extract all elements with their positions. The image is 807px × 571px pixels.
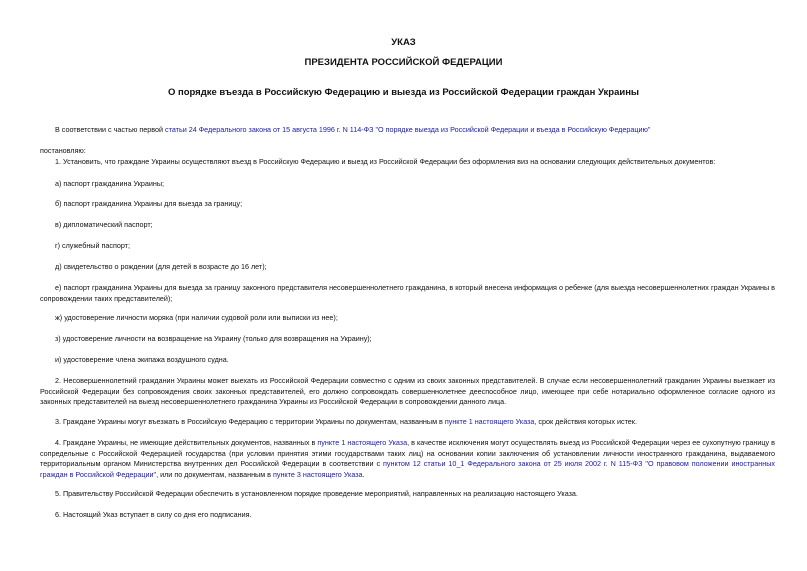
- document-heading: О порядке въезда в Российскую Федерацию и выезда из Российской Федерации граждан Украины: [167, 87, 640, 98]
- paragraph-3: [55, 417, 775, 428]
- paragraph-1: 1. Установить, что граждане Украины осуществляют въезд в Российскую Федерацию и выезд из Российской Федерации без оформления виз на основании следующих действительных документов:: [55, 157, 716, 166]
- point-1-link-2[interactable]: пункте 1 настоящего Указа: [317, 438, 408, 447]
- paragraph-4-text: 4. Граждане Украины, не имеющие действительных документов, названных в: [55, 438, 318, 447]
- paragraph-4-text-mid: , в качестве исключения могут осуществлять выезд из Российской Федерации через ее сухопутную границу в сопредельные с Российской Федерацией государства (при условии принятия этими государствами таких лиц) на основании копии заключения об установлении личности иностранного гражданина, выдаваемого территориальным органом Министерства внутренних дел Российской Федерации в соответствии с: [40, 438, 775, 469]
- paragraph-2: 2. Несовершеннолетний гражданин Украины может выехать из Российской Федерации совместно с одним из своих законных представителей. В случае если несовершеннолетний гражданин Украины выезжает из Российской Федерации без сопровождения своих законных представителей, его должно сопровождать совершеннолетнее дееспособное лицо, имеющее при себе нотариально оформленное согласие одного из законных представителей на выезд несовершеннолетнего гражданина Украины из Российской Федерации в сопровождении данного лица.: [40, 376, 775, 407]
- law-114-link[interactable]: статьи 24 Федерального закона от 15 августа 1996 г. N 114-ФЗ "О порядке выезда из Российской Федерации и въезда в Российскую Федерацию": [165, 125, 651, 134]
- point-1-link[interactable]: пункте 1 настоящего Указа: [444, 417, 535, 426]
- item-v: в) дипломатический паспорт;: [55, 220, 153, 229]
- item-a: а) паспорт гражданина Украины;: [55, 179, 164, 188]
- law-115-link[interactable]: пунктом 12 статьи 10_1 Федерального закона от 25 июля 2002 г. N 115-ФЗ "О правовом положении иностранных граждан в Российской Федерации": [40, 459, 775, 479]
- preamble-paragraph: [55, 125, 775, 136]
- paragraph-5: 5. Правительству Российской Федерации обеспечить в установленном порядке проведение мероприятий, направленных на реализацию настоящего Указа.: [55, 489, 578, 498]
- paragraph-4-text-end: .: [362, 469, 365, 479]
- preamble-text: В соответствии с частью первой: [55, 125, 166, 134]
- point-3-link[interactable]: пункте 3 настоящего Указа: [272, 469, 363, 479]
- item-i: и) удостоверение члена экипажа воздушного судна.: [55, 355, 229, 364]
- paragraph-4: [40, 438, 775, 480]
- item-d: д) свидетельство о рождении (для детей в возрасте до 16 лет);: [55, 262, 267, 271]
- paragraph-3-text: 3. Граждане Украины могут въезжать в Российскую Федерацию с территории Украины по документам, названным в: [55, 417, 445, 426]
- item-e: е) паспорт гражданина Украины для выезда за границу законного представителя несовершеннолетнего гражданина, в который внесена информация о ребенке (для выезда несовершеннолетних граждан Украины в сопровождении таких представителей);: [40, 283, 775, 303]
- item-zh: ж) удостоверение личности моряка (при наличии судовой роли или выписки из нее);: [55, 313, 338, 322]
- item-z: з) удостоверение личности на возвращение на Украину (только для возвращения на Украину);: [55, 334, 372, 343]
- item-g: г) служебный паспорт;: [55, 241, 130, 250]
- paragraph-3-text-end: , срок действия которых истек.: [534, 417, 637, 426]
- paragraph-4-text-mid2: , или по документам, названным в: [156, 469, 273, 479]
- paragraph-6: 6. Настоящий Указ вступает в силу со дня его подписания.: [55, 510, 252, 519]
- document-title: УКАЗ: [391, 37, 416, 48]
- item-b: б) паспорт гражданина Украины для выезда за границу;: [55, 199, 243, 208]
- resolve-text: постановляю:: [40, 146, 86, 155]
- document-subtitle: ПРЕЗИДЕНТА РОССИЙСКОЙ ФЕДЕРАЦИИ: [304, 57, 503, 68]
